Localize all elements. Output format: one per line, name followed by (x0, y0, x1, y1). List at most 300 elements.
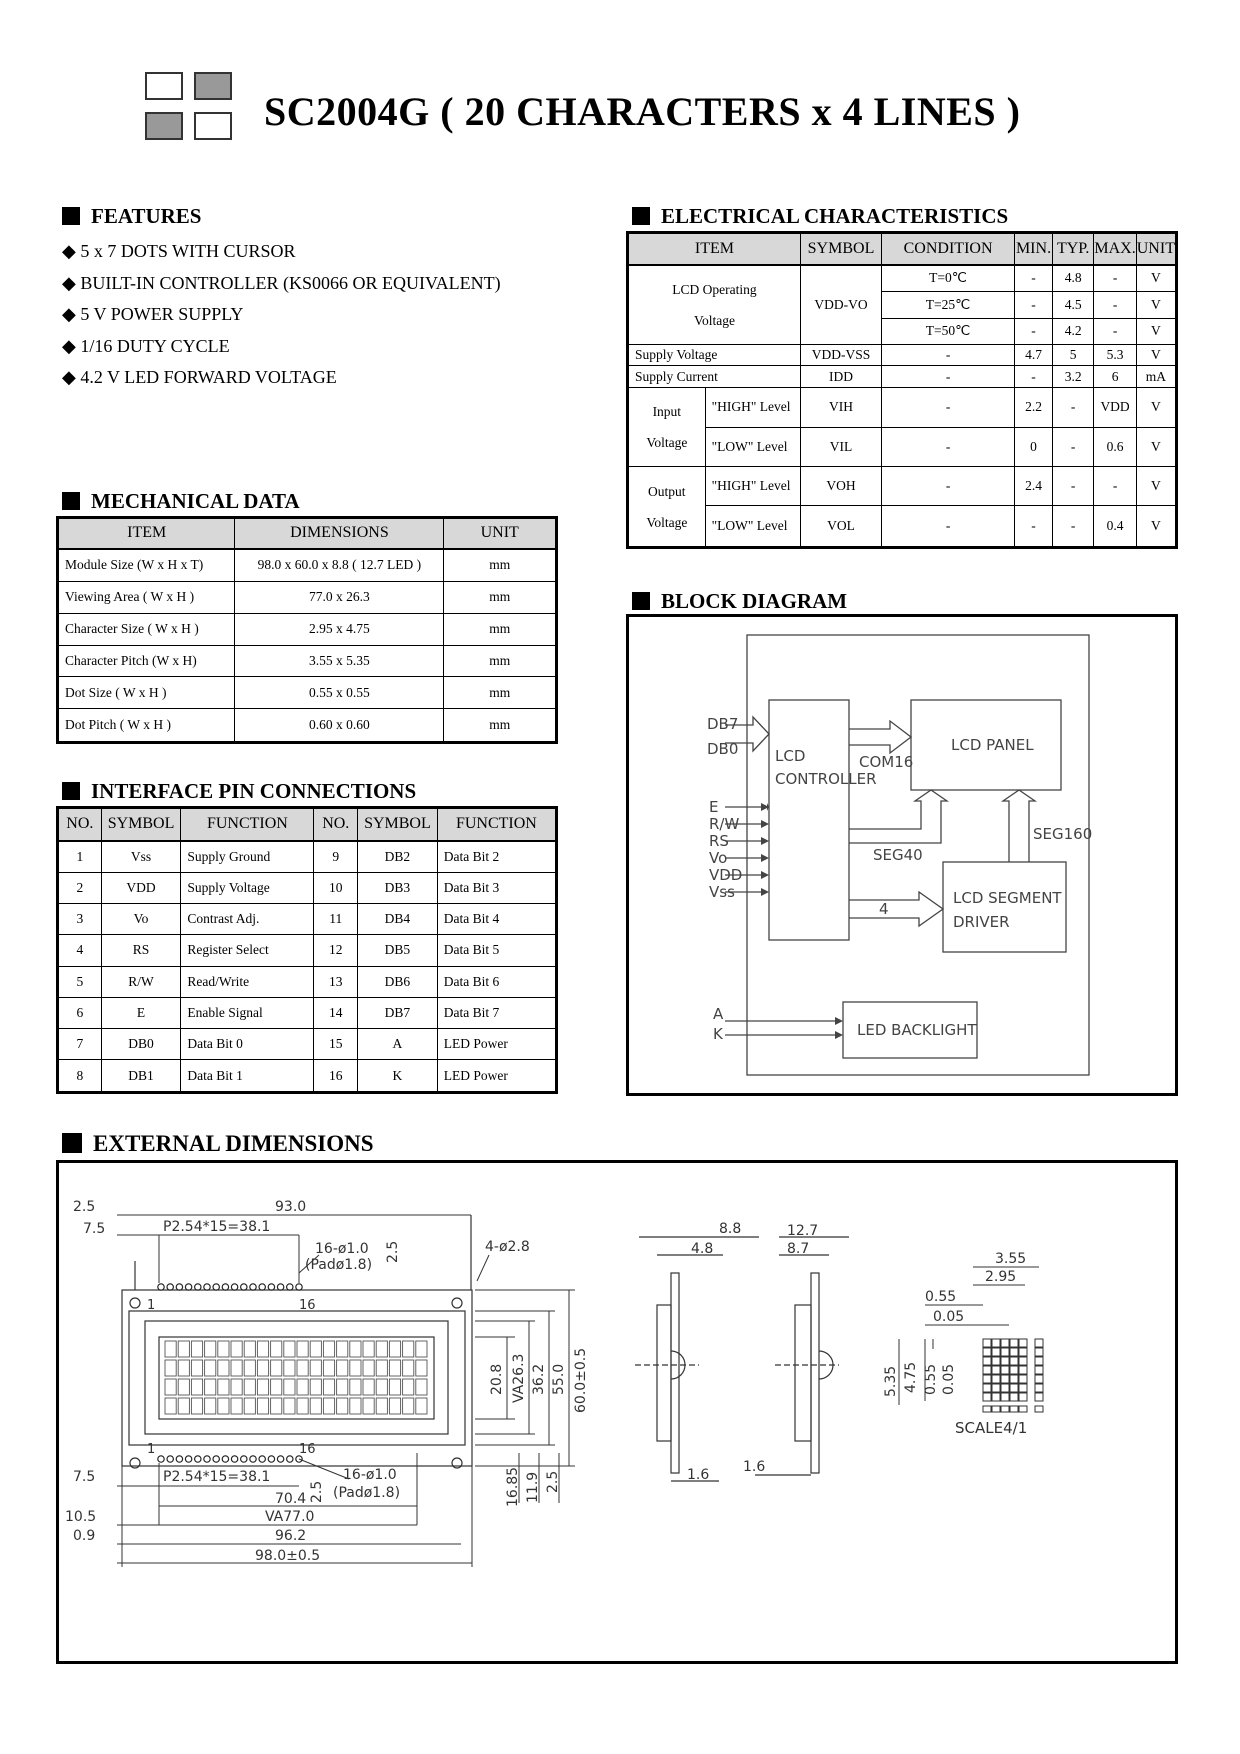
dim-98-0: 98.0±0.5 (255, 1548, 321, 1564)
driver-label-1: LCD SEGMENT (953, 889, 1062, 907)
character-cell (323, 1379, 334, 1395)
character-cell (350, 1398, 361, 1414)
character-cell (284, 1360, 295, 1376)
character-cell (297, 1379, 308, 1395)
block-diagram-heading: BLOCK DIAGRAM (632, 589, 847, 614)
dim-96-2: 96.2 (275, 1528, 307, 1544)
character-cell (337, 1398, 348, 1414)
character-cell (205, 1398, 216, 1414)
dot (983, 1339, 991, 1347)
character-cell (178, 1379, 189, 1395)
character-cell (165, 1398, 176, 1414)
pin-pad (287, 1284, 293, 1290)
dot (1001, 1339, 1009, 1347)
dot (1010, 1384, 1018, 1392)
character-cell (218, 1379, 229, 1395)
table-row: LCD Operating Voltage VDD-VO T=0℃ - 4.8 - V (628, 265, 1177, 292)
table-header: SYMBOL (358, 808, 438, 841)
pin-pad (204, 1456, 210, 1462)
table-row: Dot Size ( W x H ) 0.55 x 0.55 mm (58, 677, 557, 709)
table-row: T=50℃ - 4.2 - V (628, 318, 1177, 344)
character-cell (363, 1379, 374, 1395)
pin-row-bottom (158, 1456, 302, 1462)
scale-label: SCALE4/1 (955, 1419, 1028, 1437)
dim-va26-3: VA26.3 (511, 1353, 527, 1403)
character-cell (389, 1360, 400, 1376)
lcd-panel-label: LCD PANEL (951, 736, 1034, 754)
dim-16-85: 16.85 (505, 1466, 521, 1507)
character-cell (178, 1398, 189, 1414)
character-cell (350, 1379, 361, 1395)
dot (992, 1375, 1000, 1383)
character-cell (363, 1360, 374, 1376)
table-header: MAX. (1094, 233, 1136, 265)
pin-pad (241, 1456, 247, 1462)
character-cell (363, 1341, 374, 1357)
table-row: 6 E Enable Signal 14 DB7 Data Bit 7 (58, 997, 557, 1028)
controller-box (769, 700, 849, 940)
pin-pad (213, 1284, 219, 1290)
pin-pad (222, 1284, 228, 1290)
dot (1035, 1339, 1043, 1347)
pin-pad (222, 1456, 228, 1462)
character-cell (284, 1398, 295, 1414)
dim-11-9: 11.9 (525, 1471, 541, 1503)
character-cell (178, 1360, 189, 1376)
dim-12-7: 12.7 (787, 1223, 819, 1239)
pin-pad (158, 1284, 164, 1290)
table-row: 4 RS Register Select 12 DB5 Data Bit 5 (58, 935, 557, 966)
dim-pitch-top: P2.54*15=38.1 (163, 1219, 271, 1235)
dot (1001, 1384, 1009, 1392)
table-header: FUNCTION (437, 808, 556, 841)
dot (983, 1366, 991, 1374)
cursor-dot (1019, 1406, 1027, 1412)
cursor-dot (1001, 1406, 1009, 1412)
character-cell (389, 1398, 400, 1414)
character-cell (376, 1379, 387, 1395)
pin-pad (296, 1284, 302, 1290)
feature-item: ◆ 5 V POWER SUPPLY (62, 304, 244, 324)
dim-0-9: 0.9 (73, 1528, 96, 1544)
controller-label-1: LCD (775, 747, 806, 765)
character-cell (205, 1379, 216, 1395)
mechanical-table (56, 516, 558, 744)
dim-mounting-holes: 4-ø2.8 (485, 1239, 530, 1255)
cursor-dot (1010, 1406, 1018, 1412)
dot (1010, 1375, 1018, 1383)
character-cell (271, 1360, 282, 1376)
pin-pad (268, 1284, 274, 1290)
character-cell (205, 1360, 216, 1376)
character-cell (416, 1398, 427, 1414)
character-cell (297, 1341, 308, 1357)
feature-item: ◆ 5 x 7 DOTS WITH CURSOR (62, 241, 296, 261)
pin-pad (176, 1284, 182, 1290)
character-cell (165, 1341, 176, 1357)
character-cell (376, 1398, 387, 1414)
character-cell (257, 1360, 268, 1376)
table-header: ITEM (628, 233, 801, 265)
backlight-label: LED BACKLIGHT (857, 1021, 977, 1039)
db0-label: DB0 (707, 740, 739, 758)
dim-va77-0: VA77.0 (265, 1509, 315, 1525)
pin-pad (213, 1456, 219, 1462)
character-cell (284, 1341, 295, 1357)
table-header: SYMBOL (800, 233, 881, 265)
character-cell (218, 1341, 229, 1357)
dot (992, 1348, 1000, 1356)
character-cell (257, 1379, 268, 1395)
character-cell (310, 1398, 321, 1414)
seg40-arrow (849, 790, 947, 843)
character-cell (403, 1379, 414, 1395)
electrical-heading: ELECTRICAL CHARACTERISTICS (632, 204, 1008, 229)
character-cell (323, 1398, 334, 1414)
dim-4-8: 4.8 (691, 1241, 714, 1257)
pin-pad (268, 1456, 274, 1462)
pin-pad (277, 1456, 283, 1462)
dim-3-55: 3.55 (995, 1251, 1027, 1267)
character-cell (337, 1379, 348, 1395)
table-row: Viewing Area ( W x H ) 77.0 x 26.3 mm (58, 581, 557, 613)
dim-pad-bot: (Padø1.8) (333, 1485, 401, 1501)
table-row: 7 DB0 Data Bit 0 15 A LED Power (58, 1028, 557, 1059)
table-row: Module Size (W x H x T) 98.0 x 60.0 x 8.8 ( 12.7 LED ) mm (58, 549, 557, 582)
table-row: 5 R/W Read/Write 13 DB6 Data Bit 6 (58, 966, 557, 997)
pin-k-label: K (713, 1025, 723, 1043)
dim-0-55-b: 0.55 (923, 1363, 939, 1395)
cursor-dot (983, 1406, 991, 1412)
character-cell (218, 1360, 229, 1376)
pin-row-top (158, 1284, 302, 1290)
character-cell (271, 1398, 282, 1414)
dim-1-6-b: 1.6 (743, 1459, 766, 1475)
driver-label-2: DRIVER (953, 913, 1010, 931)
external-heading: EXTERNAL DIMENSIONS (62, 1131, 374, 1157)
dot (992, 1384, 1000, 1392)
character-cell (191, 1379, 202, 1395)
table-row: 2 VDD Supply Voltage 10 DB3 Data Bit 3 (58, 873, 557, 904)
interface-table (56, 806, 558, 1094)
character-cell (310, 1341, 321, 1357)
cursor-dot (1035, 1406, 1043, 1412)
dim-0-05-b: 0.05 (941, 1363, 957, 1395)
dim-2-5-c: 2.5 (309, 1480, 325, 1503)
table-header: MIN. (1015, 233, 1053, 265)
dot (1010, 1348, 1018, 1356)
dot (1001, 1393, 1009, 1401)
dot (1019, 1393, 1027, 1401)
pin-1-bot: 1 (147, 1442, 156, 1457)
feature-item: ◆ 4.2 V LED FORWARD VOLTAGE (62, 367, 337, 387)
table-row: Supply Voltage VDD-VSS - 4.7 5 5.3 V (628, 345, 1177, 366)
dim-2-5-d: 2.5 (545, 1470, 561, 1493)
dim-pitch-bot: P2.54*15=38.1 (163, 1469, 271, 1485)
table-header: UNIT (444, 518, 557, 549)
pin-pad (277, 1284, 283, 1290)
character-cell (389, 1379, 400, 1395)
dot (1019, 1348, 1027, 1356)
character-cell (165, 1379, 176, 1395)
character-cell (297, 1398, 308, 1414)
dim-7-5-bot: 7.5 (73, 1469, 96, 1485)
pin-a-label: A (713, 1005, 724, 1023)
features-heading: FEATURES (62, 204, 201, 229)
dot (1035, 1384, 1043, 1392)
character-cell (376, 1341, 387, 1357)
pcb-outline (122, 1290, 472, 1466)
features-list (62, 236, 501, 394)
dim-0-05-a: 0.05 (933, 1309, 965, 1325)
dot (1035, 1348, 1043, 1356)
character-cell (178, 1341, 189, 1357)
four-label: 4 (879, 900, 889, 918)
pin-pad (185, 1284, 191, 1290)
character-cell (244, 1379, 255, 1395)
pin-pad (167, 1456, 173, 1462)
dot (1010, 1339, 1018, 1347)
db7-label: DB7 (707, 715, 739, 733)
character-cell (231, 1360, 242, 1376)
character-cell (297, 1360, 308, 1376)
pin-rs-label: RS (709, 832, 729, 850)
character-cell (337, 1341, 348, 1357)
bezel-outline (129, 1311, 465, 1445)
character-cell (323, 1341, 334, 1357)
table-row: Output Voltage "HIGH" Level VOH - 2.4 - - V (628, 467, 1177, 506)
table-header: SYMBOL (101, 808, 181, 841)
side-view-1 (635, 1237, 759, 1481)
character-cell (231, 1379, 242, 1395)
character-cell (337, 1360, 348, 1376)
dim-holes-top: 16-ø1.0 (315, 1241, 369, 1257)
dot (992, 1357, 1000, 1365)
pin-pad (250, 1284, 256, 1290)
seg160-arrow (1003, 790, 1035, 862)
pin-rw-label: R/W (709, 815, 740, 833)
dot (1010, 1366, 1018, 1374)
external-dimensions-drawing (59, 1163, 1175, 1661)
dot (992, 1393, 1000, 1401)
character-cell (257, 1341, 268, 1357)
dim-2-95: 2.95 (985, 1269, 1017, 1285)
pin-pad (185, 1456, 191, 1462)
table-row: Character Pitch (W x H) 3.55 x 5.35 mm (58, 645, 557, 677)
dim-holes-bot: 16-ø1.0 (343, 1467, 397, 1483)
dot (1010, 1393, 1018, 1401)
character-cell (284, 1379, 295, 1395)
dot (1001, 1348, 1009, 1356)
pin-pad (259, 1284, 265, 1290)
character-cell (244, 1341, 255, 1357)
pin-e-label: E (709, 798, 719, 816)
dim-2-5-top: 2.5 (73, 1199, 96, 1215)
table-row: Supply Current IDD - - 3.2 6 mA (628, 366, 1177, 387)
pin-pad (250, 1456, 256, 1462)
electrical-table (626, 231, 1178, 549)
dot (992, 1366, 1000, 1374)
block-diagram-frame (626, 614, 1178, 1096)
dim-0-55-a: 0.55 (925, 1289, 957, 1305)
dim-8-7: 8.7 (787, 1241, 810, 1257)
table-row: "LOW" Level VOL - - - 0.4 V (628, 506, 1177, 548)
interface-heading: INTERFACE PIN CONNECTIONS (62, 779, 416, 804)
pin-pad (167, 1284, 173, 1290)
dim-93-0: 93.0 (275, 1199, 307, 1215)
dot (1019, 1339, 1027, 1347)
cursor-dot (992, 1406, 1000, 1412)
character-cell (389, 1341, 400, 1357)
character-cell (244, 1360, 255, 1376)
four-arrow (849, 892, 943, 926)
pin-vo-label: Vo (709, 849, 728, 867)
table-row: Input Voltage "HIGH" Level VIH - 2.2 - VDD V (628, 387, 1177, 427)
dim-4-75: 4.75 (903, 1361, 919, 1393)
dim-55-0: 55.0 (551, 1363, 567, 1395)
pin-vss-label: Vss (709, 883, 735, 901)
dim-70-4: 70.4 (275, 1491, 307, 1507)
character-cell (231, 1398, 242, 1414)
character-cell (231, 1341, 242, 1357)
dim-8-8: 8.8 (719, 1221, 742, 1237)
viewing-area-outer (145, 1321, 448, 1434)
table-header: TYP. (1052, 233, 1093, 265)
pin-pad (195, 1456, 201, 1462)
table-row: Character Size ( W x H ) 2.95 x 4.75 mm (58, 613, 557, 645)
table-row: 3 Vo Contrast Adj. 11 DB4 Data Bit 4 (58, 904, 557, 935)
page-title: SC2004G ( 20 CHARACTERS x 4 LINES ) (264, 89, 1021, 134)
dot (992, 1339, 1000, 1347)
pin-pad (259, 1456, 265, 1462)
table-header: CONDITION (882, 233, 1015, 265)
pin-16-bot: 16 (299, 1442, 316, 1457)
pin-1-top: 1 (147, 1298, 156, 1313)
character-cell (416, 1360, 427, 1376)
controller-label-2: CONTROLLER (775, 770, 877, 788)
character-cell (191, 1360, 202, 1376)
seg40-label: SEG40 (873, 846, 923, 864)
dim-20-8: 20.8 (489, 1363, 505, 1395)
char-grid (165, 1341, 427, 1414)
dot (983, 1393, 991, 1401)
character-cell (218, 1398, 229, 1414)
character-cell (310, 1360, 321, 1376)
character-cell (323, 1360, 334, 1376)
character-cell (310, 1379, 321, 1395)
character-cell (257, 1398, 268, 1414)
dot (1019, 1384, 1027, 1392)
table-header: NO. (58, 808, 102, 841)
table-header: UNIT (1136, 233, 1176, 265)
mechanical-heading: MECHANICAL DATA (62, 489, 300, 514)
character-cell (271, 1341, 282, 1357)
character-cell (376, 1360, 387, 1376)
dot (1035, 1357, 1043, 1365)
table-row: 1 Vss Supply Ground 9 DB2 Data Bit 2 (58, 841, 557, 873)
table-row: "LOW" Level VIL - 0 - 0.6 V (628, 427, 1177, 467)
dim-pad-top: (Padø1.8) (305, 1257, 373, 1273)
seg160-label: SEG160 (1033, 825, 1093, 843)
external-dimensions-frame (56, 1160, 1178, 1664)
dim-7-5-top: 7.5 (83, 1221, 106, 1237)
dim-1-6-a: 1.6 (687, 1467, 710, 1483)
dim-36-2: 36.2 (531, 1363, 547, 1395)
dot (983, 1375, 991, 1383)
dim-2-5-b: 2.5 (385, 1240, 401, 1263)
table-row: T=25℃ - 4.5 - V (628, 292, 1177, 318)
dot (1035, 1375, 1043, 1383)
character-cell (191, 1398, 202, 1414)
pin-pad (176, 1456, 182, 1462)
com16-label: COM16 (859, 753, 914, 771)
feature-item: ◆ 1/16 DUTY CYCLE (62, 335, 230, 356)
table-header: ITEM (58, 518, 235, 549)
com16-arrow (849, 721, 911, 753)
block-diagram (629, 617, 1175, 1093)
character-cell (191, 1341, 202, 1357)
character-cell (205, 1341, 216, 1357)
dot (983, 1384, 991, 1392)
character-cell (403, 1341, 414, 1357)
pin-pad (241, 1284, 247, 1290)
dot (983, 1357, 991, 1365)
table-row: 8 DB1 Data Bit 1 16 K LED Power (58, 1060, 557, 1093)
side-view-2 (755, 1237, 849, 1475)
dot (1019, 1366, 1027, 1374)
character-cell (416, 1379, 427, 1395)
character-cell (403, 1398, 414, 1414)
dot (1001, 1357, 1009, 1365)
character-cell (244, 1398, 255, 1414)
pin-pad (231, 1456, 237, 1462)
dot (1019, 1357, 1027, 1365)
table-header: FUNCTION (181, 808, 314, 841)
character-cell (165, 1360, 176, 1376)
pin-pad (204, 1284, 210, 1290)
table-header: DIMENSIONS (235, 518, 444, 549)
feature-item: ◆ BUILT-IN CONTROLLER (KS0066 OR EQUIVALENT) (62, 272, 501, 293)
dot (1035, 1366, 1043, 1374)
viewing-area (159, 1337, 434, 1419)
dim-10-5: 10.5 (65, 1509, 97, 1525)
character-cell (350, 1341, 361, 1357)
arrow-heads (761, 803, 843, 1039)
table-header: NO. (314, 808, 358, 841)
dim-5-35: 5.35 (883, 1365, 899, 1397)
dot (1001, 1375, 1009, 1383)
pin-vdd-label: VDD (709, 866, 743, 884)
character-cell (403, 1360, 414, 1376)
pin-16-top: 16 (299, 1298, 316, 1313)
dot (1010, 1357, 1018, 1365)
segment-driver-box (943, 862, 1066, 952)
dot (1035, 1393, 1043, 1401)
table-row: Dot Pitch ( W x H ) 0.60 x 0.60 mm (58, 709, 557, 743)
pin-lines (725, 807, 841, 1035)
pin-pad (287, 1456, 293, 1462)
dot (983, 1348, 991, 1356)
char-detail (983, 1339, 1043, 1412)
pin-pad (231, 1284, 237, 1290)
pin-pad (195, 1284, 201, 1290)
character-cell (363, 1398, 374, 1414)
pin-pad (158, 1456, 164, 1462)
dim-60-0: 60.0±0.5 (573, 1347, 589, 1413)
dot (1001, 1366, 1009, 1374)
character-cell (416, 1341, 427, 1357)
dot (1019, 1375, 1027, 1383)
